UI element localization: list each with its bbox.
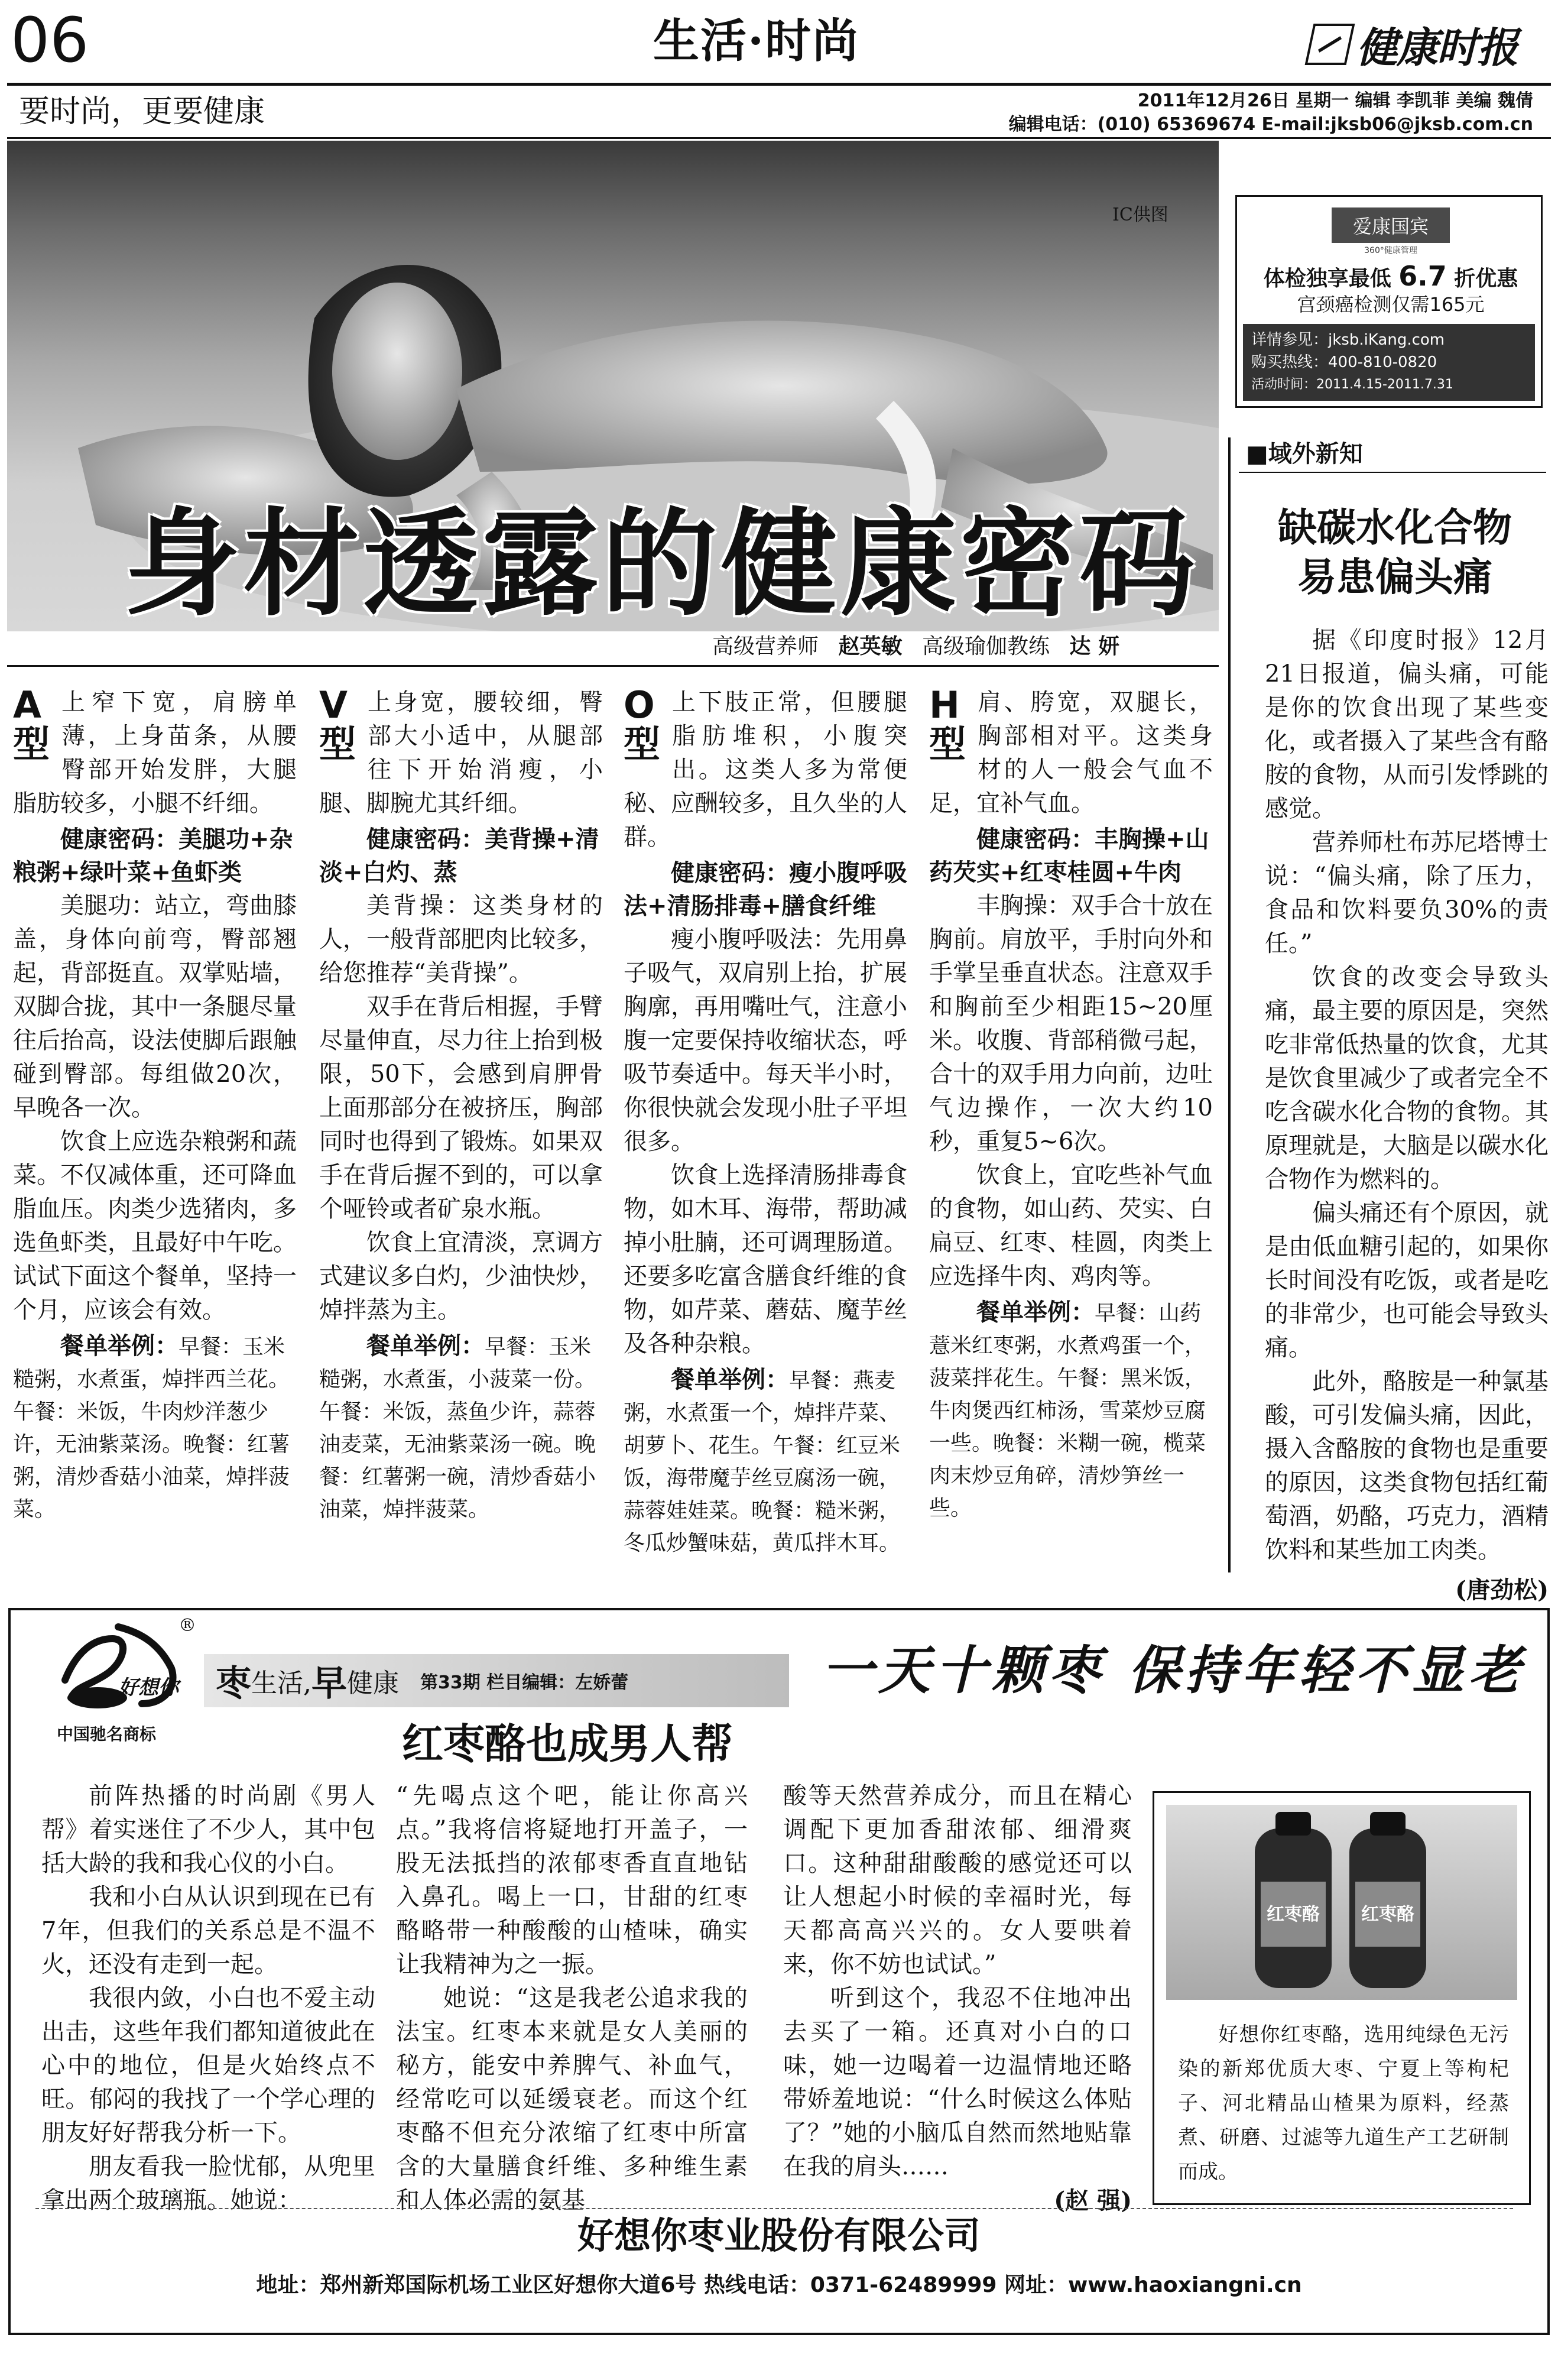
product-box xyxy=(1153,1791,1531,2205)
type-h-menu: 餐单举例：早餐：山药薏米红枣粥，水煮鸡蛋一个，菠菜拌花生。午餐：黑米饭，牛肉煲西红柿汤，雪菜炒豆腐一些。晚餐：米糊一碗，榄菜肉末炒豆角碎，清炒笋丝一些。 xyxy=(929,1298,1206,1520)
type-v-code: 健康密码：美背操+清淡+白灼、蒸 xyxy=(319,825,599,886)
logo-text: 健康时报 xyxy=(1356,22,1517,72)
type-a-body: 美腿功：站立，弯曲膝盖，身体向前弯，臀部翘起，背部挺直。双掌贴墙，双脚合拢，其中一条腿尽量往后抬高，设法使脚后跟触碰到臀部。每组做20次，早晚各一次。 饮食上应选杂粮粥和蔬菜。不仅减体重，还可降血脂血压。肉类少选猪肉，多选鱼虾类，且最好中午吃。试试下面这个餐单，坚持一个月，应该会有效。 xyxy=(13,892,297,1324)
type-v-intro: V 型 上身宽，腰较细，臀部大小适中，从腿部往下开始消瘦，小腿、脚腕尤其纤细。 xyxy=(319,683,603,817)
type-h-intro: H 型 肩、胯宽，双腿长，胸部相对平。这类身材的人一般会气血不足，宜补气血。 xyxy=(929,683,1213,817)
ikang-brand-sub: 360°健康管理 xyxy=(1364,246,1417,255)
byline-role2: 高级瑜伽教练 xyxy=(921,634,1050,659)
banner-life: 生活, xyxy=(251,1668,311,1698)
product-desc: 好想你红枣酪，选用纯绿色无污染的新郑优质大枣、宁夏上等枸杞子、河北精品山楂果为原料，经蒸煮、研磨、过滤等九道生产工艺研制而成。 xyxy=(1178,2023,1509,2184)
ad-col1: 前阵热播的时尚剧《男人帮》着实迷住了不少人，其中包括大龄的我和我心仪的小白。 我和小白从认识到现在已有7年，但我们的关系总是不温不火，还没有走到一起。 我很内敛，小白也不爱主动出击，这些年我们都知道彼此在心中的地位，但是火始终点不旺。郁闷的我找了一个学心理的朋友好好帮我分析一下。 朋友看我一脸忧郁，从兜里拿出两个玻璃瓶。她说： xyxy=(41,1782,375,2214)
banner-issue: 第33期 栏目编辑：左娇蕾 xyxy=(420,1672,629,1693)
header-rule-2 xyxy=(7,137,1551,139)
column-banner xyxy=(204,1654,789,1707)
side-author: (唐劲松) xyxy=(1455,1576,1549,1604)
ikang-offer: 体检独享最低 6.7 折优惠 xyxy=(1263,260,1518,292)
ikang-ad xyxy=(1235,195,1543,408)
contact-line: 编辑电话：(010) 65369674 E-mail:jksb06@jksb.com.cn xyxy=(1008,114,1533,135)
type-o-letter: O 型 xyxy=(624,683,661,766)
side-section-label: ■域外新知 xyxy=(1246,440,1363,468)
type-a-intro: A 型 上窄下宽，肩膀单薄，上身苗条，从腰臀部开始发胖，大腿脂肪较多，小腿不纤细。 xyxy=(13,683,297,817)
logo-mark-icon xyxy=(1305,24,1355,65)
type-h-code: 健康密码：丰胸操+山药芡实+红枣桂圆+牛肉 xyxy=(929,825,1209,886)
haoxiangni-logo-icon xyxy=(53,1615,189,1716)
side-headline: 缺碳水化合物 易患偏头痛 xyxy=(1278,504,1512,600)
type-o-code: 健康密码：瘦小腹呼吸法+清肠排毒+膳食纤维 xyxy=(624,859,907,920)
column-h xyxy=(929,683,1213,1525)
section-title: 生活·时尚 xyxy=(653,14,860,68)
date-line: 2011年12月26日 星期一 编辑 李凯菲 美编 魏倩 xyxy=(1137,90,1533,111)
type-a-letter: A 型 xyxy=(13,683,50,766)
newspaper-logo xyxy=(1309,18,1517,71)
company-name: 好想你枣业股份有限公司 xyxy=(577,2214,981,2257)
byline-role1: 高级营养师 xyxy=(712,634,819,659)
header-rule xyxy=(7,83,1551,86)
type-h-letter: H 型 xyxy=(929,683,966,766)
side-section-rule xyxy=(1239,472,1546,473)
bottle-icon xyxy=(1166,1805,1517,2000)
type-v-menu: 餐单举例：早餐：玉米糙粥，水煮蛋，小菠菜一份。午餐：米饭，蒸鱼少许，蒜蓉油麦菜，无油紫菜汤一碗。晚餐：红薯粥一碗，清炒香菇小油菜，焯拌菠菜。 xyxy=(319,1332,596,1522)
product-photo xyxy=(1166,1805,1517,2000)
footer-address: 地址：郑州新郑国际机场工业区好想你大道6号 热线电话：0371-62489999 网址：www.haoxiangni.cn xyxy=(256,2273,1302,2297)
photo-credit: IC供图 xyxy=(1112,205,1168,225)
type-o-intro: O 型 上下肢正常，但腰腿脂肪堆积，小腹突出。这类人多为常便秘、应酬较多，且久坐的人群。 xyxy=(624,683,907,851)
type-h-body: 丰胸操：双手合十放在胸前。肩放平，手肘向外和手掌呈垂直状态。注意双手和胸前至少相距15~20厘米。收腹、背部稍微弓起，合十的双手用力向前，边吐气边操作，一次大约10秒，重复5~6次。 饮食上，宜吃些补气血的食物，如山药、芡实、白扁豆、红枣、桂圆，肉类上应选择牛肉、鸡肉等。 xyxy=(929,892,1213,1290)
ikang-details: 详情参见：jksb.iKang.com 购买热线：400-810-0820 活动时间：2011.4.15-2011.7.31 xyxy=(1243,324,1535,401)
ad-col3: 酸等天然营养成分，而且在精心调配下更加香甜浓郁、细滑爽口。这种甜甜酸酸的感觉还可以让人想起小时候的幸福时光，每天都高高兴兴的。女人要哄着来，你不妨也试试。” 听到这个，我忍不住地冲出去买了一箱。还真对小白的口味，她一边喝着一边温情地还略带娇羞地说：“什么时候这么体贴了？”她的小脑瓜自然而然地贴靠在我的肩头…… (赵 强) xyxy=(783,1779,1132,2217)
page-number: 06 xyxy=(11,4,89,76)
ikang-brand-badge: 爱康国宾 xyxy=(1332,207,1450,243)
ad-inner-rule xyxy=(35,2208,1513,2209)
haoxiangni-logo xyxy=(53,1615,196,1716)
bottle-label-1: 红枣酪 xyxy=(1267,1904,1320,1925)
side-body: 据《印度时报》12月21日报道，偏头痛，可能是你的饮食出现了某些变化，或者摄入了某些含有酪胺的食物，从而引发悸跳的感觉。 营养师杜布苏尼塔博士说：“偏头痛，除了压力，食品和饮料要负30%的责任。” 饮食的改变会导致头痛，最主要的原因是，突然吃非常低热量的饮食，尤其是饮食里减少了或者完全不吃含碳水化合物的食物。其原理就是，大脑是以碳水化合物作为燃料的。 偏头痛还有个原因，就是由低血糖引起的，如果你长时间没有吃饭，或者是吃的非常少，也可能会导致头痛。 此外，酪胺是一种氯基酸，可引发偏头痛，因此，摄入含酪胺的食物也是重要的原因，这类食物包括红葡萄酒，奶酪，巧克力，酒精饮料和某些加工肉类。 (唐劲松) xyxy=(1265,624,1549,1607)
column-a xyxy=(13,683,297,1526)
main-headline: 身材透露的健康密码 xyxy=(124,497,1199,632)
type-o-body: 瘦小腹呼吸法：先用鼻子吸气，双肩别上抬，扩展胸廓，再用嘴吐气，注意小腹一定要保持收缩状态，呼吸节奏适中。每天半小时，你很快就会发现小肚子平坦很多。 饮食上选择清肠排毒食物，如木耳、海带，帮助减掉小肚腩，还可调理肠道。还要多吃富含膳食纤维的食物，如芹菜、蘑菇、魔芋丝及各种杂粮。 xyxy=(624,926,907,1357)
column-v xyxy=(319,683,603,1526)
column-o xyxy=(624,683,907,1559)
logo-text: 好想你 xyxy=(118,1676,178,1700)
main-byline xyxy=(712,630,1119,663)
banner-early: 早 xyxy=(311,1663,347,1704)
side-divider xyxy=(1228,437,1231,1572)
registered-mark: ® xyxy=(178,1615,196,1636)
type-a-menu: 餐单举例：早餐：玉米糙粥，水煮蛋，焯拌西兰花。午餐：米饭，牛肉炒洋葱少许，无油紫菜汤。晚餐：红薯粥，清炒香菇小油菜，焯拌菠菜。 xyxy=(13,1332,290,1522)
type-a-code: 健康密码：美腿功+杂粮粥+绿叶菜+鱼虾类 xyxy=(13,825,293,886)
bottle-label-2: 红枣酪 xyxy=(1361,1904,1414,1925)
type-v-body: 美背操：这类身材的人，一般背部肥肉比较多，给您推荐“美背操”。 双手在背后相握，手臂尽量伸直，尽力往上抬到极限，50下，会感到肩胛骨上面那部分在被挤压，胸部同时也得到了锻炼。如果双手在背后握不到的，可以拿个哑铃或者矿泉水瓶。 饮食上宜清淡，烹调方式建议多白灼，少油快炒，焯拌蒸为主。 xyxy=(319,892,603,1324)
calligraphy-slogan: 一天十颗枣 保持年轻不显老 xyxy=(822,1639,1525,1701)
ad-headline: 红枣酪也成男人帮 xyxy=(402,1719,733,1768)
slogan: 要时尚，更要健康 xyxy=(19,94,265,129)
ad-col2: “先喝点这个吧，能让你高兴点。”我将信将疑地打开盖子，一股无法抵挡的浓郁枣香直直地钻入鼻孔。喝上一口，甘甜的红枣酪略带一种酸酸的山楂味，确实让我精神为之一振。 她说：“这是我老公追求我的法宝。红枣本来就是女人美丽的秘方，能安中养脾气、补血气，经常吃可以延缓衰老。而这个红枣酪不但充分浓缩了红枣中所富含的大量膳食纤维、多种维生素和人体必需的氨基 xyxy=(396,1782,748,2214)
ad-col3-author: (赵 强) xyxy=(1054,2187,1132,2214)
type-v-letter: V 型 xyxy=(319,683,356,766)
ikang-offer-2: 宫颈癌检测仅需165元 xyxy=(1297,293,1485,316)
banner-health: 健康 xyxy=(347,1668,399,1698)
banner-zao: 枣 xyxy=(216,1663,251,1704)
byline-name1: 赵英敏 xyxy=(838,634,903,659)
logo-caption: 中国驰名商标 xyxy=(57,1724,157,1744)
byline-name2: 达 妍 xyxy=(1069,634,1119,659)
article-rule xyxy=(7,665,1219,667)
type-o-menu: 餐单举例：早餐：燕麦粥，水煮蛋一个，焯拌芹菜、胡萝卜、花生。午餐：红豆米饭，海带魔芋丝豆腐汤一碗，蒜蓉娃娃菜。晚餐：糙米粥，冬瓜炒蟹味菇，黄瓜拌木耳。 xyxy=(624,1366,901,1555)
